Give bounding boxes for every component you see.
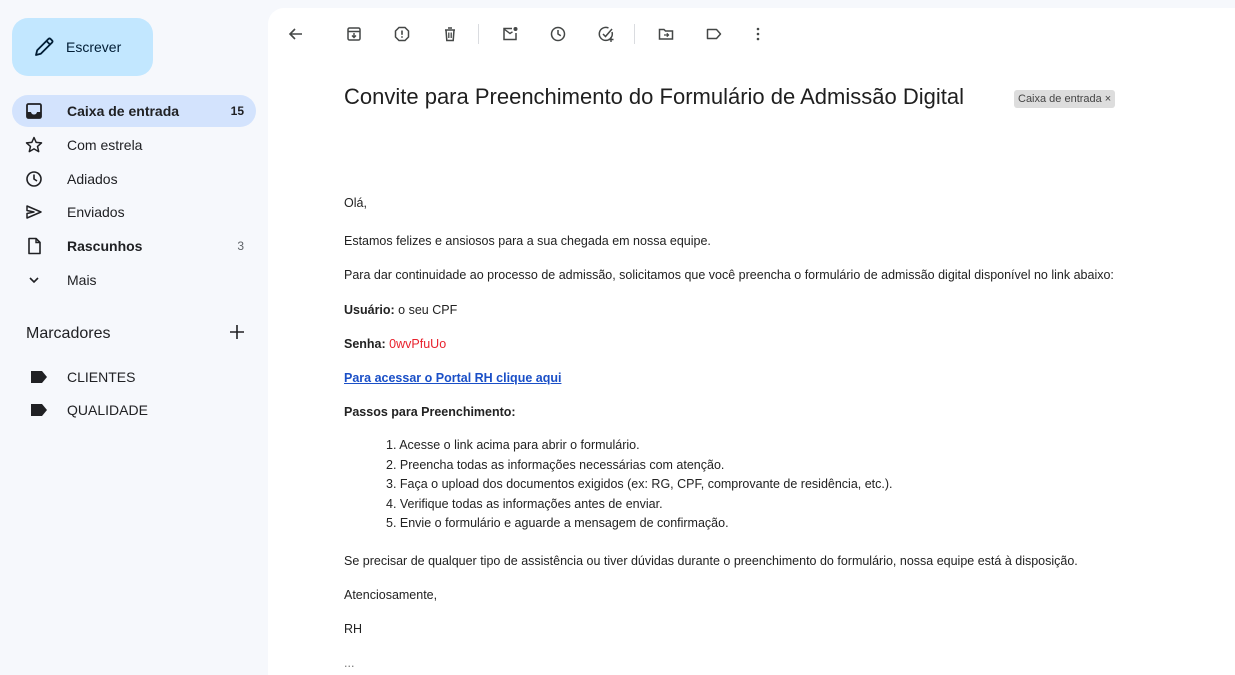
body-line: Se precisar de qualquer tipo de assistência ou tiver dúvidas durante o preenchimento do formulário, nossa equipe está à disposição. <box>344 554 1078 568</box>
arrow-back-icon <box>287 25 305 43</box>
clock-icon <box>24 169 44 189</box>
send-icon <box>24 202 44 222</box>
compose-label: Escrever <box>66 39 122 55</box>
user-label: Usuário: <box>344 303 395 317</box>
more-vert-icon <box>749 25 767 43</box>
password-label: Senha: <box>344 337 386 351</box>
report-icon <box>393 25 411 43</box>
compose-button[interactable] <box>12 18 153 76</box>
email-view <box>268 8 1235 675</box>
sidebar-item-more[interactable] <box>12 264 256 296</box>
chevron-down-icon <box>24 270 44 290</box>
list-item: 1. Acesse o link acima para abrir o formulário. <box>386 438 640 452</box>
trash-icon <box>441 25 459 43</box>
add-task-button[interactable] <box>594 22 618 46</box>
move-to-button[interactable] <box>654 22 678 46</box>
add-label-button[interactable] <box>227 322 247 342</box>
user-value: o seu CPF <box>394 303 458 317</box>
mark-unread-button[interactable] <box>498 22 522 46</box>
mark-unread-icon <box>501 25 519 43</box>
chip-label: Caixa de entrada <box>1018 93 1102 105</box>
labels-header: Marcadores <box>26 325 111 342</box>
portal-link[interactable]: Para acessar o Portal RH clique aqui <box>344 371 562 385</box>
inbox-icon <box>24 101 44 121</box>
body-line: Estamos felizes e ansiosos para a sua chegada em nossa equipe. <box>344 234 711 248</box>
sidebar-item-snoozed[interactable] <box>12 163 256 195</box>
signature: RH <box>344 622 363 636</box>
archive-button[interactable] <box>342 22 366 46</box>
sidebar-item-label: Mais <box>67 272 97 288</box>
body-line: Para dar continuidade ao processo de admissão, solicitamos que você preencha o formulário de admissão digital disponível no link abaixo: <box>344 268 1114 282</box>
password-line <box>344 337 446 351</box>
label-icon <box>705 25 723 43</box>
unread-count: 15 <box>230 104 244 118</box>
remove-label-icon[interactable]: × <box>1104 93 1112 105</box>
sidebar-item-drafts[interactable] <box>12 230 256 262</box>
sidebar-item-label: Caixa de entrada <box>67 103 180 119</box>
portal-link-line <box>344 371 561 385</box>
snooze-button[interactable] <box>546 22 570 46</box>
delete-button[interactable] <box>438 22 462 46</box>
list-item: 5. Envie o formulário e aguarde a mensagem de confirmação. <box>386 516 729 530</box>
sidebar-item-label: Adiados <box>67 171 118 187</box>
label-name: CLIENTES <box>67 369 136 385</box>
report-spam-button[interactable] <box>390 22 414 46</box>
add-task-icon <box>597 25 615 43</box>
greeting: Olá, <box>344 196 367 210</box>
label-tag-icon <box>30 403 48 417</box>
label-item-clientes[interactable] <box>12 362 256 392</box>
steps-list <box>386 438 893 536</box>
sidebar-item-label: Com estrela <box>67 137 143 153</box>
pencil-icon <box>32 35 56 59</box>
more-options-button[interactable] <box>746 22 770 46</box>
email-subject: Convite para Preenchimento do Formulário de Admissão Digital <box>344 84 964 109</box>
list-item: 2. Preencha todas as informações necessárias com atenção. <box>386 457 725 472</box>
closing: Atenciosamente, <box>344 588 438 602</box>
sidebar-item-label: Enviados <box>67 204 125 220</box>
password-value: 0wvPfuUo <box>389 337 447 351</box>
show-trimmed-content[interactable]: ... <box>344 656 355 670</box>
sidebar-item-label: Rascunhos <box>67 238 143 254</box>
sidebar-item-sent[interactable] <box>12 196 256 228</box>
archive-icon <box>345 25 363 43</box>
label-tag-icon <box>30 370 48 384</box>
list-item: 3. Faça o upload dos documentos exigidos (ex: RG, CPF, comprovante de residência, etc.). <box>386 477 893 491</box>
sidebar-item-inbox[interactable] <box>12 95 256 127</box>
star-icon <box>24 135 44 155</box>
list-item: 4. Verifique todas as informações antes de enviar. <box>386 496 663 511</box>
back-button[interactable] <box>284 22 308 46</box>
inbox-label-chip[interactable] <box>1014 90 1115 108</box>
steps-title-line <box>344 405 516 419</box>
steps-title: Passos para Preenchimento: <box>344 405 516 419</box>
user-line <box>344 303 457 317</box>
move-to-folder-icon <box>657 25 675 43</box>
draft-count: 3 <box>237 239 244 253</box>
sidebar <box>0 0 268 675</box>
label-item-qualidade[interactable] <box>12 395 256 425</box>
draft-icon <box>24 236 44 256</box>
sidebar-item-starred[interactable] <box>12 129 256 161</box>
label-name: QUALIDADE <box>67 402 148 418</box>
labels-button[interactable] <box>702 22 726 46</box>
clock-icon <box>549 25 567 43</box>
